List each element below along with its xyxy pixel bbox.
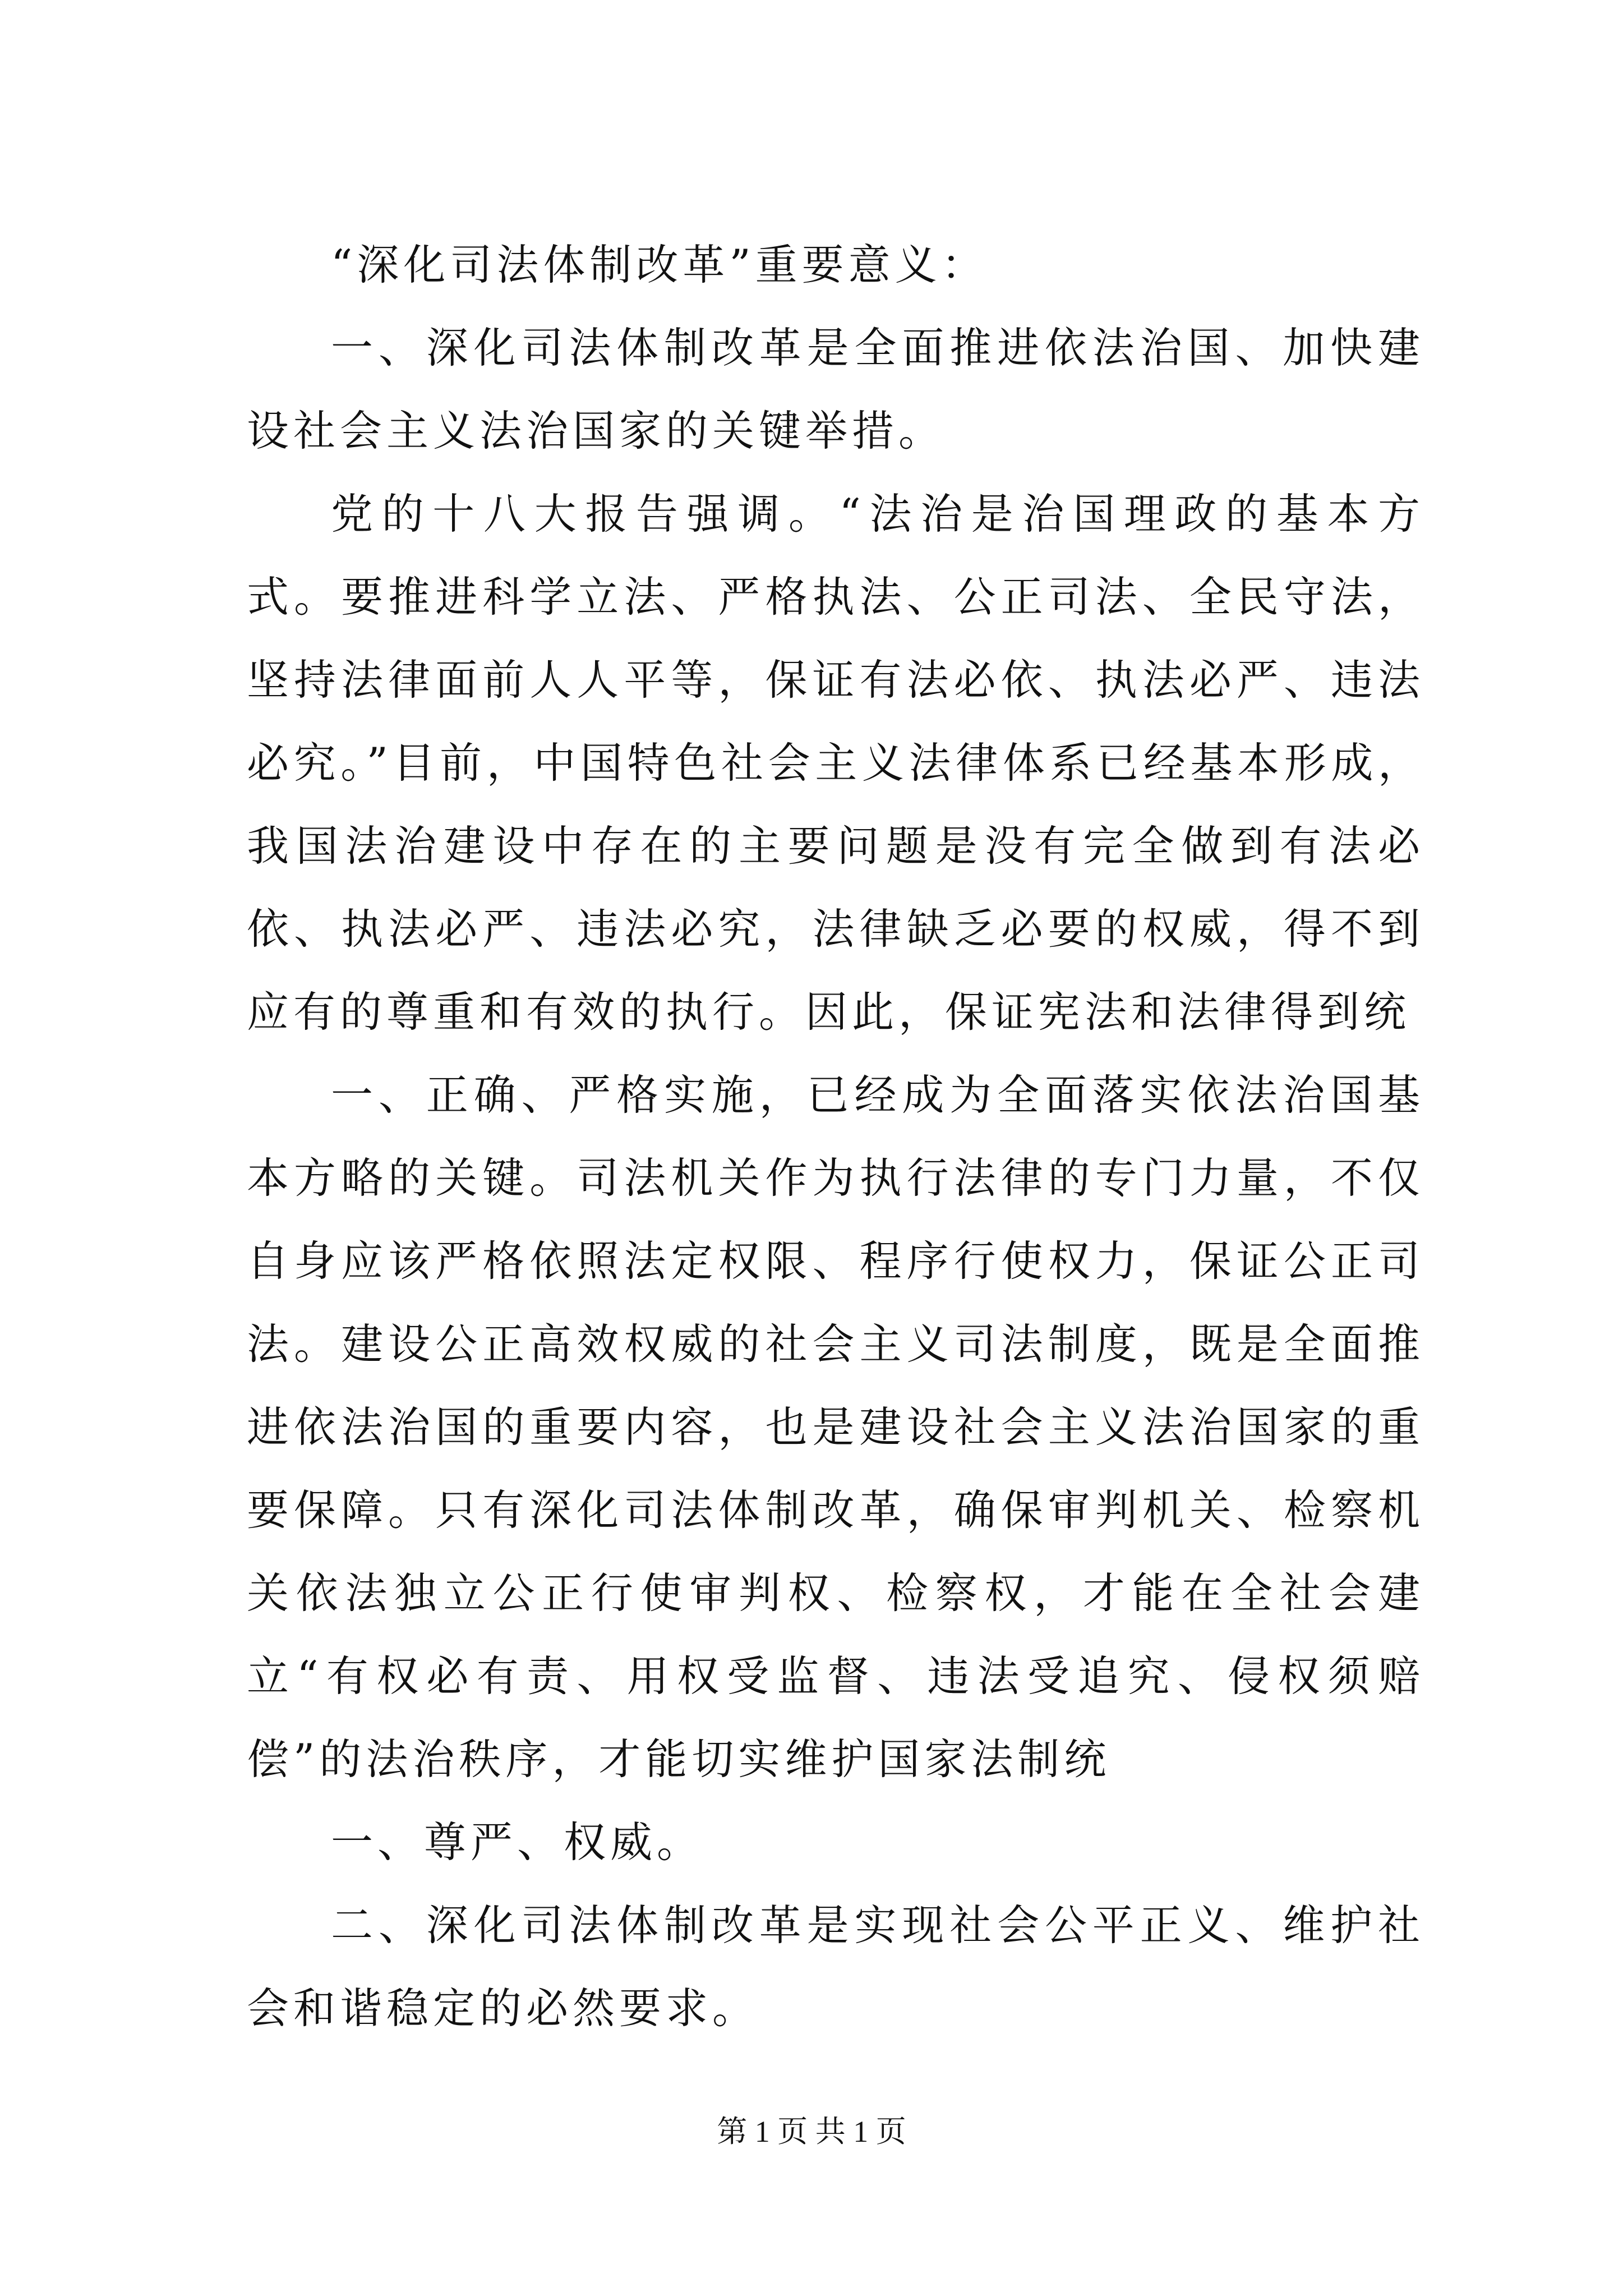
- paragraph-point-one: 一、深化司法体制改革是全面推进依法治国、加快建设社会主义法治国家的关键举措。: [247, 323, 1424, 455]
- paragraph-dignity-authority: 一、尊严、权威。: [331, 1818, 704, 1867]
- paragraph-report-emphasis: 党的十八大报告强调。“法治是治国理政的基本方式。要推进科学立法、严格执法、公正司法、全民守法，坚持法律面前人人平等，保证有法必依、执法必严、违法必究。”目前，中国特色社会主义法律体系已经基本形成，我国法治建设中存在的主要问题是没有完全做到有法必依、执法必严、违法必究，法律缺乏必要的权威，得不到应有的尊重和有效的执行。因此，保证宪法和法律得到统: [247, 489, 1424, 1037]
- paragraph-point-two: 二、深化司法体制改革是实现社会公平正义、维护社会和谐稳定的必然要求。: [247, 1901, 1424, 2033]
- document-body: [247, 223, 1424, 2050]
- paragraph-title: “深化司法体制改革”重要意义：: [331, 240, 988, 289]
- page-footer: 第 1 页 共 1 页: [717, 2115, 906, 2148]
- paragraph-correct-implementation: 一、正确、严格实施，已经成为全面落实依法治国基本方略的关键。司法机关作为执行法律的专门力量，不仅自身应该严格依照法定权限、程序行使权力，保证公正司法。建设公正高效权威的社会主义司法制度，既是全面推进依法治国的重要内容，也是建设社会主义法治国家的重要保障。只有深化司法体制改革，确保审判机关、检察机关依法独立公正行使审判权、检察权，才能在全社会建立“有权必有责、用权受监督、违法受追究、侵权须赔偿”的法治秩序，才能切实维护国家法制统: [247, 1070, 1424, 1784]
